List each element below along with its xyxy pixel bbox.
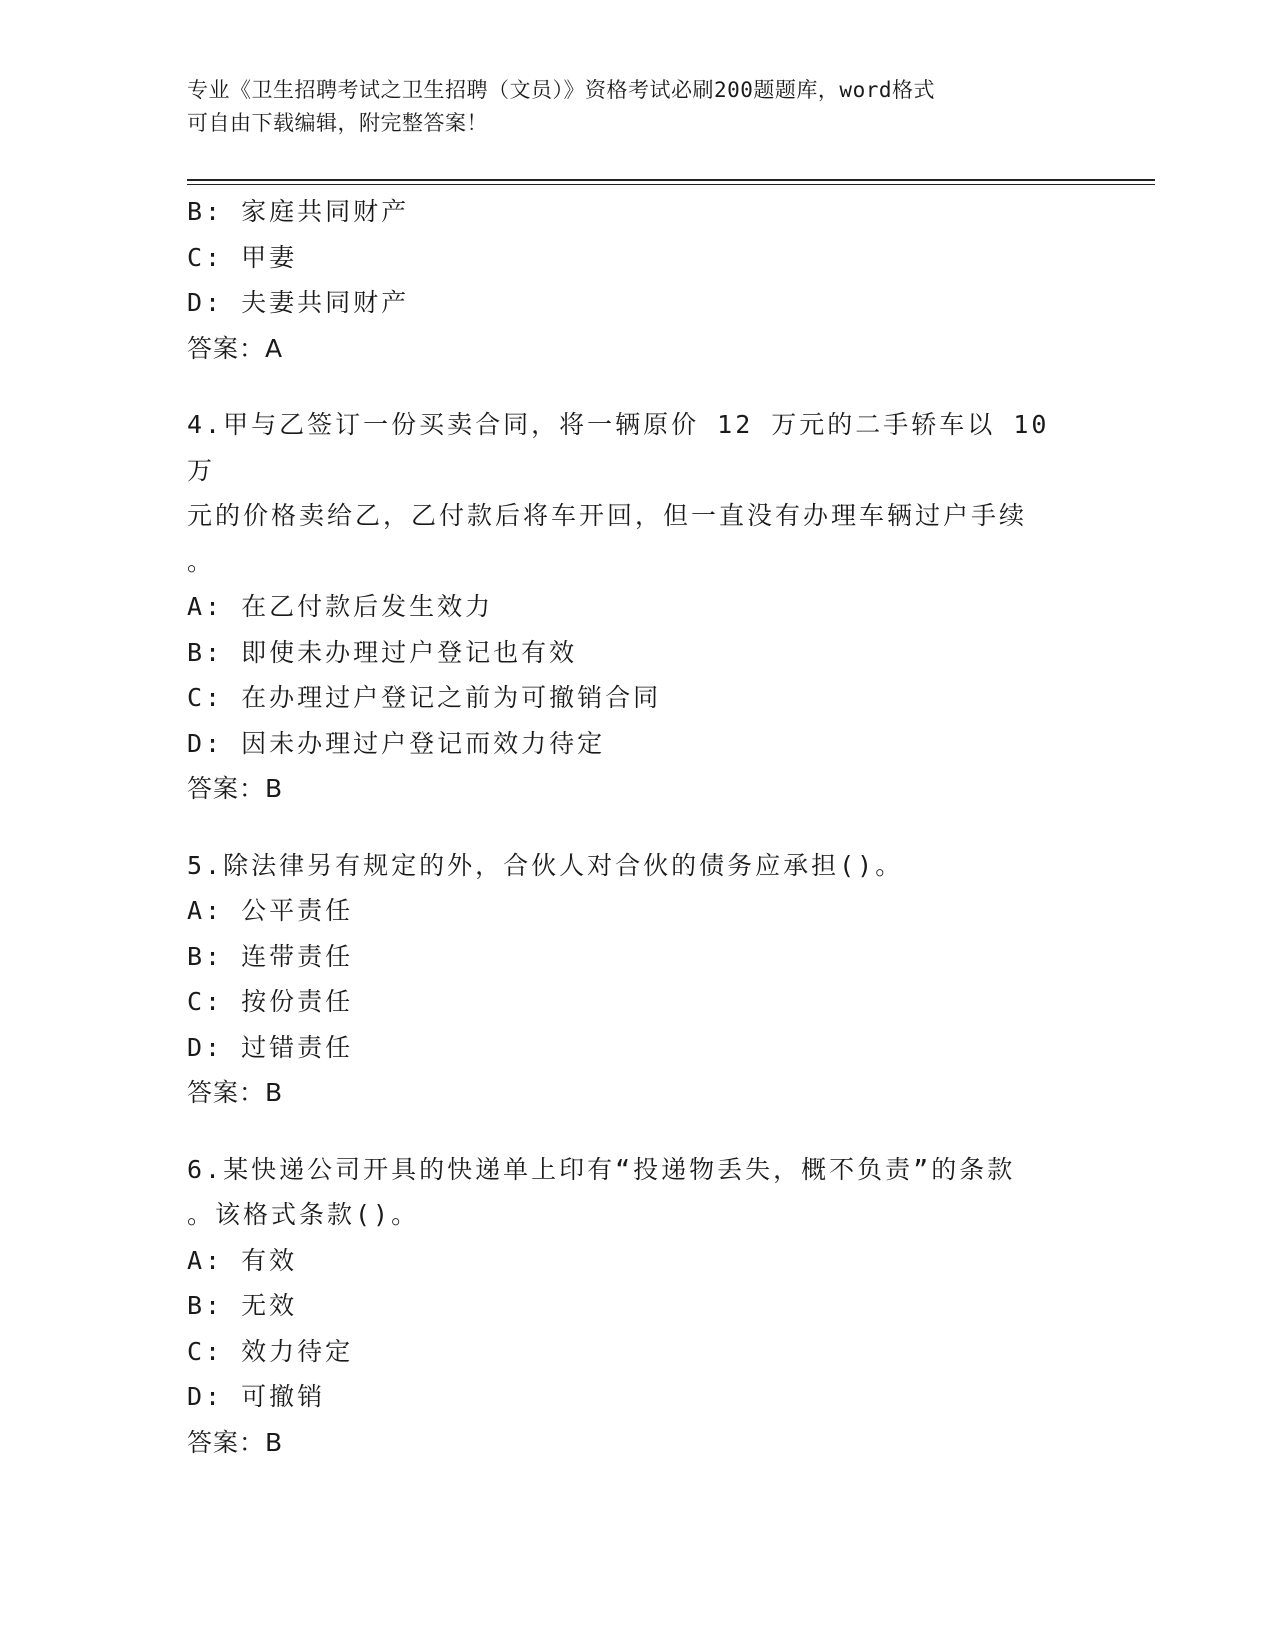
question-stem-line: 6.某快递公司开具的快递单上印有“投递物丢失，概不负责”的条款 (187, 1154, 1016, 1184)
option-d: D: 过错责任 (187, 1032, 354, 1062)
option-a: A: 公平责任 (187, 896, 354, 925)
answer-line: 答案：B (187, 1078, 284, 1107)
question-stem-line: 。 (187, 546, 216, 576)
question-stem-line: 元的价格卖给乙，乙付款后将车开回，但一直没有办理车辆过户手续 (187, 501, 1028, 530)
question-stem-line: 。该格式条款()。 (187, 1200, 420, 1229)
option-b: B: 连带责任 (187, 941, 354, 971)
header-divider (187, 179, 1155, 181)
question-3-tail (187, 189, 1067, 371)
option-d: D: 夫妻共同财产 (187, 288, 410, 317)
answer-line: 答案：A (187, 333, 284, 363)
question-5 (187, 843, 1067, 1116)
option-b: B: 无效 (187, 1291, 298, 1320)
question-6 (187, 1147, 1067, 1466)
answer-line: 答案：B (187, 774, 284, 803)
question-stem-line: 5.除法律另有规定的外，合伙人对合伙的债务应承担()。 (187, 850, 904, 880)
answer-line: 答案：B (187, 1427, 284, 1457)
question-stem-line: 4.甲与乙签订一份买卖合同，将一辆原价 12 万元的二手轿车以 10 万 (187, 410, 1050, 485)
option-c: C: 甲妻 (187, 242, 298, 272)
option-c: C: 效力待定 (187, 1336, 354, 1366)
option-c: C: 按份责任 (187, 987, 354, 1016)
document-header (187, 74, 1067, 140)
option-d: D: 可撤销 (187, 1382, 326, 1411)
header-title-line-2: 可自由下载编辑，附完整答案！ (187, 111, 488, 135)
header-title-line-1: 专业《卫生招聘考试之卫生招聘（文员）》资格考试必刷200题题库，word格式 (187, 78, 935, 102)
option-a: A: 有效 (187, 1245, 298, 1275)
document-body (187, 189, 1067, 1465)
option-a: A: 在乙付款后发生效力 (187, 592, 494, 621)
option-b: B: 家庭共同财产 (187, 197, 410, 226)
option-b: B: 即使未办理过户登记也有效 (187, 637, 578, 667)
option-d: D: 因未办理过户登记而效力待定 (187, 728, 606, 758)
question-4 (187, 402, 1067, 812)
option-c: C: 在办理过户登记之前为可撤销合同 (187, 683, 662, 712)
